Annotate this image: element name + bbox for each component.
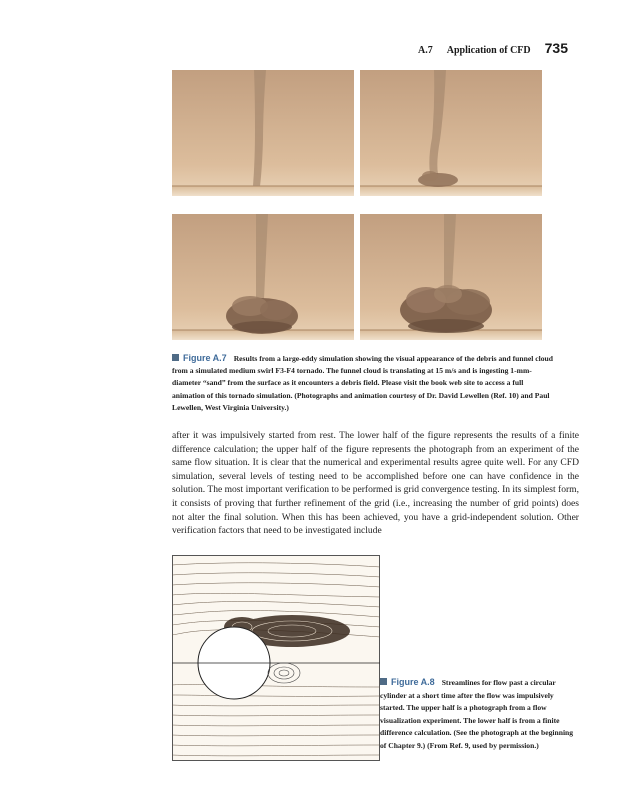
figure-a7-caption bbox=[172, 352, 556, 414]
streamlines-figure bbox=[172, 555, 380, 761]
body-paragraph: after it was impulsively started from rest. The lower half of the figure represents the results of a finite difference calculation; the upper half of the figure represents the photograph from an experiment of the same flow situation. It is clear that the numerical and experimental results agree quite well. For any CFD simulation, several levels of testing need to be accomplished before one can have confidence in the solution. The most important verification to be performed is grid convergence testing. In its simplest form, it consists of proving that further refinement of the grid (i.e., increasing the number of grid points) does not alter the final solution. When this has been achieved, you have a grid-independent solution. Other verification factors that need to be investigated include bbox=[172, 430, 579, 537]
figure-a8-label: Figure A.8 bbox=[391, 677, 435, 687]
caption-marker-icon bbox=[172, 354, 179, 361]
section-number: A.7 bbox=[418, 45, 433, 56]
running-header bbox=[418, 40, 568, 56]
caption-marker-icon bbox=[380, 678, 387, 685]
tornado-photo-2 bbox=[360, 70, 542, 196]
tornado-photo-3 bbox=[172, 214, 354, 340]
figure-a7-label: Figure A.7 bbox=[183, 353, 227, 363]
figure-a8-caption-text: Streamlines for flow past a circular cylinder at a short time after the flow was impulsively started. The upper half is a photograph from a flow visualization experiment. The lower half is from a finite difference calculation. (See the photograph at the beginning of Chapter 9.) (From Ref. 9, used by permission.) bbox=[380, 678, 574, 750]
section-title: Application of CFD bbox=[446, 45, 531, 56]
tornado-photo-4 bbox=[360, 214, 542, 340]
figure-a7-caption-text: Results from a large-eddy simulation showing the visual appearance of the debris and funnel cloud from a simulated medium swirl F3-F4 tornado. The funnel cloud is translating at 15 m/s and is ingesting 1-mm-diameter “sand” from the surface as it encounters a debris field. Please visit the book web site to access a full animation of this tornado simulation. (Photographs and animation courtesy of Dr. David Lewellen (Ref. 10) and Paul Lewellen, West Virginia University.) bbox=[172, 354, 553, 412]
tornado-photo-1 bbox=[172, 70, 354, 196]
figure-a8-caption bbox=[380, 676, 580, 753]
page-number: 735 bbox=[544, 40, 568, 56]
